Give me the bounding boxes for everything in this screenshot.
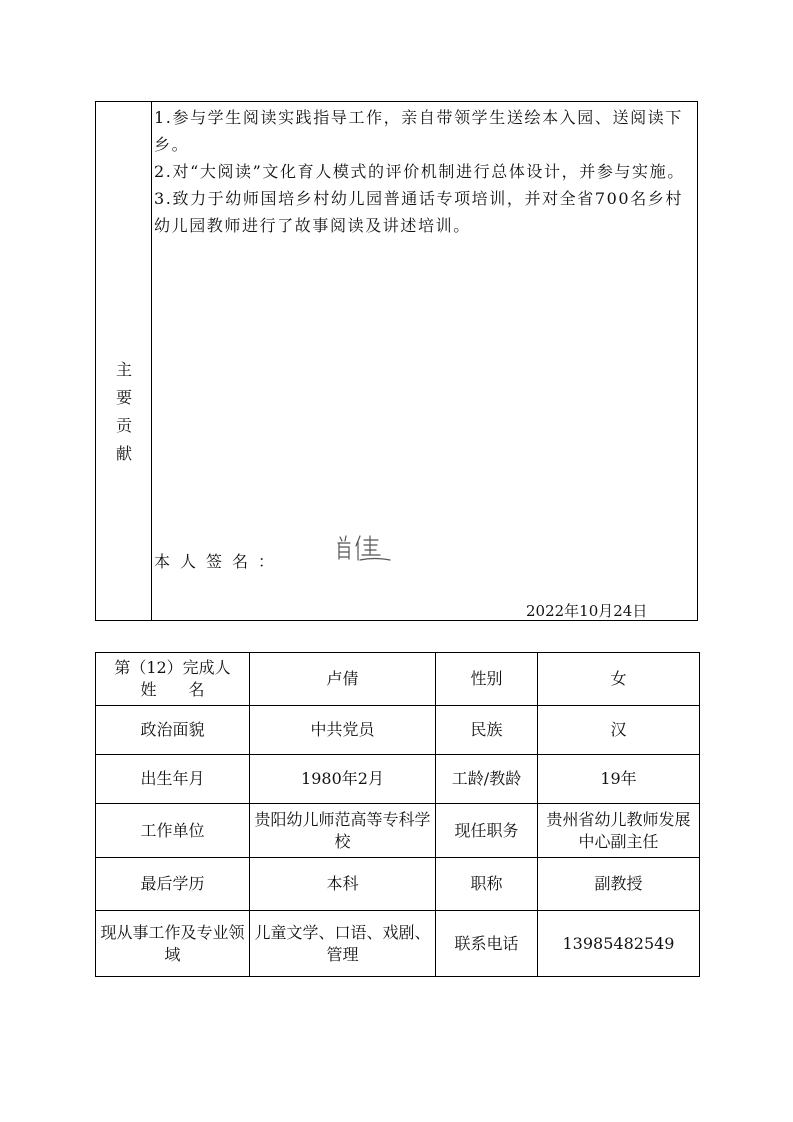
contribution-content xyxy=(154,104,694,239)
service-years-value: 19年 xyxy=(538,755,700,804)
table-row xyxy=(96,804,700,858)
position-label: 现任职务 xyxy=(436,804,538,858)
work-unit-label: 工作单位 xyxy=(96,804,250,858)
phone-label: 联系电话 xyxy=(436,911,538,977)
label-char: 要 xyxy=(115,388,132,407)
education-label: 最后学历 xyxy=(96,858,250,911)
field-value: 儿童文学、口语、戏剧、管理 xyxy=(250,911,436,977)
phone-value: 13985482549 xyxy=(538,911,700,977)
contribution-label xyxy=(96,356,152,468)
service-years-label: 工龄/教龄 xyxy=(436,755,538,804)
name-value: 卢倩 xyxy=(250,653,436,706)
gender-label: 性别 xyxy=(436,653,538,706)
field-label: 现从事工作及专业领域 xyxy=(96,911,250,977)
education-value: 本科 xyxy=(250,858,436,911)
table-row xyxy=(96,755,700,804)
person-index-label: 第（12）完成人 xyxy=(114,658,231,677)
contribution-item: 3.致力于幼师国培乡村幼儿园普通话专项培训，并对全省700名乡村幼儿园教师进行了故事阅读及讲述培训。 xyxy=(154,189,684,235)
table-row xyxy=(96,653,700,706)
label-char: 献 xyxy=(115,444,132,463)
signature-date: 2022年10月24日 xyxy=(526,602,648,620)
table-row xyxy=(96,911,700,977)
table-row xyxy=(96,858,700,911)
political-value: 中共党员 xyxy=(250,706,436,755)
ethnicity-label: 民族 xyxy=(436,706,538,755)
contribution-label-cell xyxy=(96,102,152,620)
birth-label: 出生年月 xyxy=(96,755,250,804)
name-label: 姓 名 xyxy=(140,680,205,699)
label-cell xyxy=(96,653,250,706)
gender-value: 女 xyxy=(538,653,700,706)
work-unit-value: 贵阳幼儿师范高等专科学校 xyxy=(250,804,436,858)
contribution-item: 2.对“大阅读”文化育人模式的评价机制进行总体设计，并参与实施。 xyxy=(154,162,685,181)
political-label: 政治面貌 xyxy=(96,706,250,755)
table-row xyxy=(96,706,700,755)
ethnicity-value: 汉 xyxy=(538,706,700,755)
label-char: 主 xyxy=(115,360,132,379)
label-char: 贡 xyxy=(115,416,132,435)
title-label: 职称 xyxy=(436,858,538,911)
signature-label: 本人签名： xyxy=(154,552,285,571)
position-value: 贵州省幼儿教师发展中心副主任 xyxy=(538,804,700,858)
birth-value: 1980年2月 xyxy=(250,755,436,804)
contribution-item: 1.参与学生阅读实践指导工作，亲自带领学生送绘本入园、送阅读下乡。 xyxy=(154,108,683,154)
handwritten-signature xyxy=(334,533,394,563)
personal-info-table xyxy=(95,652,700,977)
title-value: 副教授 xyxy=(538,858,700,911)
contribution-table xyxy=(95,101,698,621)
